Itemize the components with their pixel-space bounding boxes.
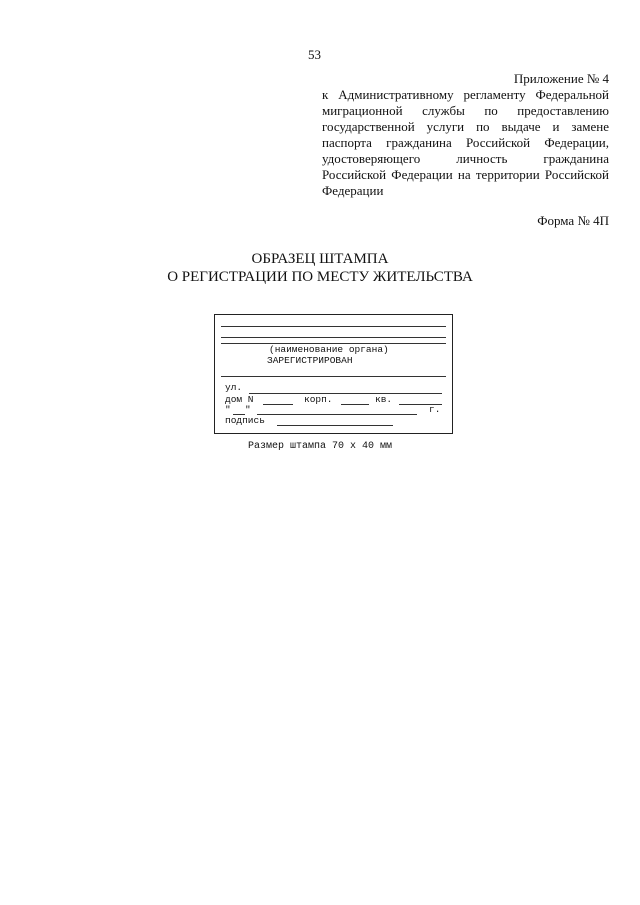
stamp-size-caption: Размер штампа 70 х 40 мм	[247, 441, 393, 452]
document-title-line-2: О РЕГИСТРАЦИИ ПО МЕСТУ ЖИТЕЛЬСТВА	[167, 269, 473, 285]
registered-label: ЗАРЕГИСТРИРОВАН	[267, 355, 353, 366]
org-name-line-2	[221, 337, 446, 338]
org-name-line-1	[221, 326, 446, 327]
street-label: ул.	[225, 382, 243, 393]
building-line	[341, 404, 369, 405]
document-title-line-1: ОБРАЗЕЦ ШТАМПА	[251, 251, 389, 267]
form-number: Форма № 4П	[537, 213, 609, 228]
year-label: г.	[429, 404, 441, 415]
page-number: 53	[308, 47, 321, 62]
signature-line	[277, 425, 393, 426]
date-month-line	[257, 414, 417, 415]
annex-text: к Административному регламенту Федеральной миграционной службы по предоставлению государственной услуги по выдаче и замене паспорта гражданина Российской Федерации, удостоверяющего личность гражданина Российской Федерации на территории Российской Федерации	[322, 87, 609, 198]
date-quote-close: "	[245, 404, 251, 415]
house-label: дом N	[225, 394, 254, 405]
annex-title: Приложение № 4	[513, 71, 609, 86]
signature-label: подпись	[225, 415, 265, 426]
street-line	[249, 393, 442, 394]
house-line	[263, 404, 293, 405]
apartment-label: кв.	[375, 394, 393, 405]
document-title	[0, 250, 640, 286]
org-caption: (наименование органа)	[269, 344, 389, 355]
building-label: корп.	[304, 394, 333, 405]
registration-stamp	[214, 314, 453, 434]
divider-line	[221, 376, 446, 377]
date-quote-open: "	[225, 404, 231, 415]
